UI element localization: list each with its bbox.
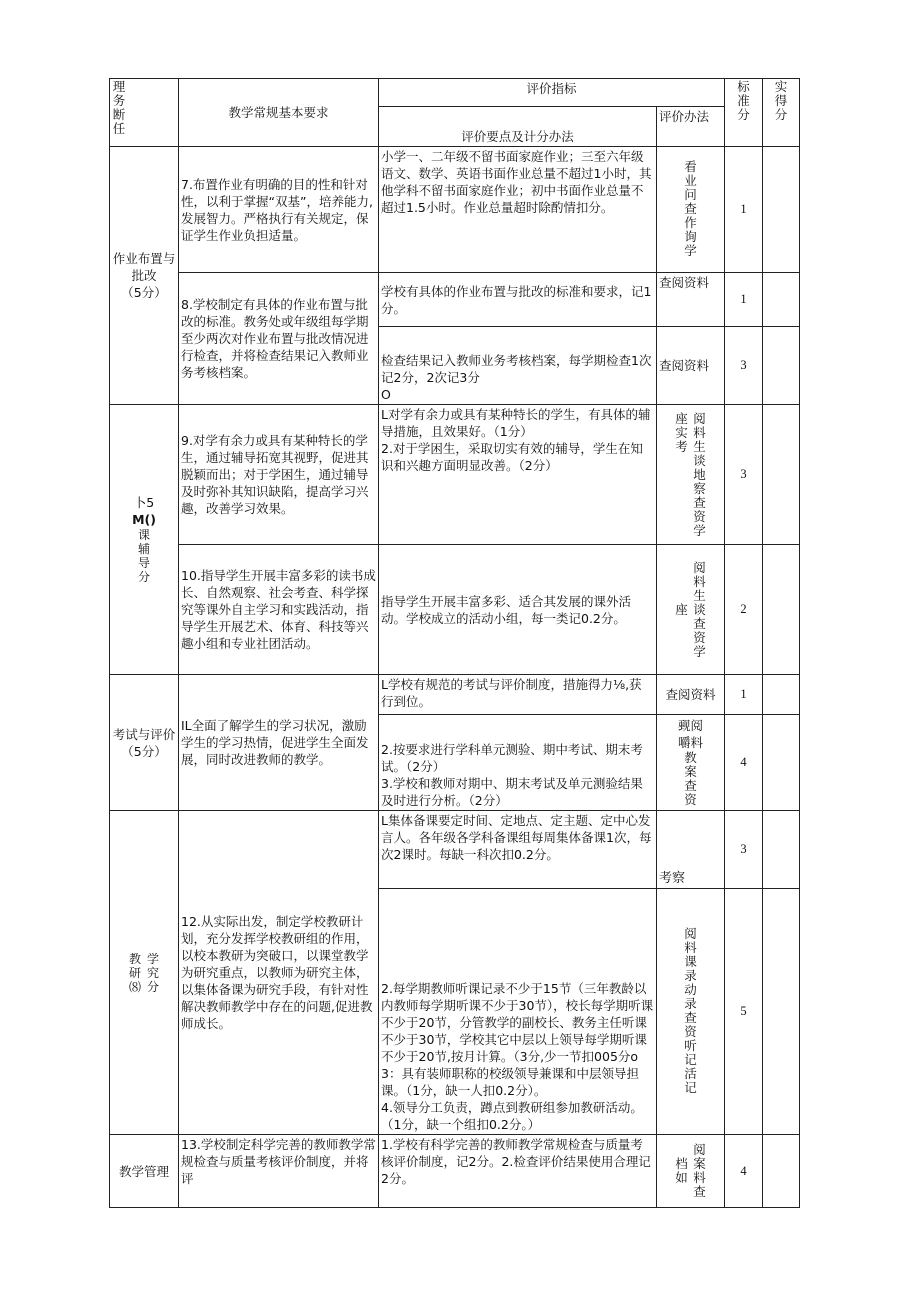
actual-12b[interactable]: [763, 889, 800, 1135]
points-8a: 学校有具体的作业布置与批改的标准和要求，记1分。: [379, 273, 657, 327]
header-category: 理务断任: [110, 79, 179, 147]
method-10: 座 阅料生谈查资学: [657, 545, 725, 675]
points-7: 小学一、二年级不留书面家庭作业；三至六年级语文、数学、英语书面作业总量不超过1小时，其他学科不留书面家庭作业；初中书面作业总量不超过1.5小时。作业总量超时除酌情扣分。: [379, 147, 657, 273]
requirement-9: 9.对学有余力或具有某种特长的学生，通过辅导拓宽其视野，促进其脱颖而出；对于学困生，通过辅导及时弥补其知识缺陷，提高学习兴趣，改善学习效果。: [179, 405, 379, 545]
header-indicator: 评价指标: [379, 79, 725, 107]
requirement-10: 10.指导学生开展丰富多彩的读书成长、自然观察、社会考查、科学探究等课外自主学习和实践活动，指导学生开展艺术、体育、科技等兴趣小组和专业社团活动。: [179, 545, 379, 675]
requirement-12: 12.从实际出发，制定学校教研计划，充分发挥学校教研组的作用，以校本教研为突破口，以课堂教学为研究重点，以教师为研究主体，以集体备课为研究手段，有针对性解决教师教学中存在的问题,促进教师成长。: [179, 811, 379, 1135]
requirement-8: 8.学校制定有具体的作业布置与批改的标准。教务处或年级组每学期至少两次对作业布置与批改情况进行检查，并将检查结果记入教师业务考核档案。: [179, 273, 379, 405]
actual-7[interactable]: [763, 147, 800, 273]
standard-12a: 3: [725, 811, 763, 889]
requirement-7: 7.布置作业有明确的目的性和针对性，以利于掌握“双基”，培养能力,发展智力。严格执行有关规定，保证学生作业负担适量。: [179, 147, 379, 273]
actual-8b[interactable]: [763, 327, 800, 405]
evaluation-table: [109, 78, 800, 1208]
actual-11b[interactable]: [763, 715, 800, 811]
actual-12a[interactable]: [763, 811, 800, 889]
method-12b: 阅料课录动录查资听记活记: [657, 889, 725, 1135]
method-11a: 查阅资料: [657, 675, 725, 715]
points-12b: 2.每学期教师听课记录不少于15节（三年教龄以内教师每学期听课不少于30节），校长每学期听课不少于20节，分管教学的副校长、教务主任听课不少于30节，学校其它中层以上领导每学期听课不少于20节,按月计算。（3分,少一节扣005分o 3：具有装师职称的校级领导兼课和中层领导担课。（1分，缺一人扣0.2分）。 4.领导分工负责，蹲点到教研组参加教研活动。（1分，缺一个组扣0.2分。）: [379, 889, 657, 1135]
header-actual: 实得分: [763, 79, 800, 147]
points-10: 指导学生开展丰富多彩、适合其发展的课外活动。学校成立的活动小组，每一类记0.2分。: [379, 545, 657, 675]
method-13: 档如 阅案料查: [657, 1135, 725, 1208]
standard-11b: 4: [725, 715, 763, 811]
points-11a: L学校有规范的考试与评价制度，措施得力⅛,获行到位。: [379, 675, 657, 715]
category-exam: 考试与评价 （5分）: [110, 675, 179, 811]
category-tutoring: 卜5 M() 课辅导分: [110, 405, 179, 675]
method-12a: 考察: [657, 811, 725, 889]
method-7: 看业问查作询学: [657, 147, 725, 273]
category-homework-name: 作业布置与批改: [112, 251, 176, 283]
points-9: L对学有余力或具有某种特长的学生，有具体的辅导措施，且效果好。（1分） 2.对于学困生，采取切实有效的辅导，学生在知识和兴趣方面明显改善。（2分）: [379, 405, 657, 545]
header-method: 评价办法: [657, 107, 725, 147]
requirement-11: IL全面了解学生的学习状况，激励学生的学习热情，促进学生全面发展，同时改进教师的教学。: [179, 675, 379, 811]
method-11b: 觋阅 嚼料 教案查资: [657, 715, 725, 811]
requirement-13: 13.学校制定科学完善的教师教学常规检查与质量考核评价制度，并将评: [179, 1135, 379, 1208]
header-standard: 标准分: [725, 79, 763, 147]
standard-8b: 3: [725, 327, 763, 405]
actual-10[interactable]: [763, 545, 800, 675]
points-11b: 2.按要求进行学科单元测验、期中考试、期末考试。（2分） 3.学校和教师对期中、期末考试及单元测验结果及时进行分析。（2分）: [379, 715, 657, 811]
points-13: 1.学校有科学完善的教师教学常规检查与质量考核评价制度，记2分。2.检查评价结果使用合理记2分。: [379, 1135, 657, 1208]
category-homework-score: （5分）: [121, 285, 167, 300]
header-points: 评价要点及计分办法: [379, 107, 657, 147]
actual-9[interactable]: [763, 405, 800, 545]
points-8b: 检查结果记入教师业务考核档案，每学期检查1次记2分，2次记3分 O: [379, 327, 657, 405]
category-management: 教学管理: [110, 1135, 179, 1208]
standard-11a: 1: [725, 675, 763, 715]
actual-11a[interactable]: [763, 675, 800, 715]
standard-9: 3: [725, 405, 763, 545]
standard-7: 1: [725, 147, 763, 273]
standard-12b: 5: [725, 889, 763, 1135]
method-9: 座实考 阅料生谈地察查资学: [657, 405, 725, 545]
standard-10: 2: [725, 545, 763, 675]
actual-8a[interactable]: [763, 273, 800, 327]
actual-13[interactable]: [763, 1135, 800, 1208]
category-homework: [110, 147, 179, 405]
standard-13: 4: [725, 1135, 763, 1208]
category-research: 教研⑻ 学究分: [110, 811, 179, 1135]
method-8b: 查阅资料: [657, 327, 725, 405]
header-requirement: 教学常规基本要求: [179, 79, 379, 147]
points-12a: L集体备课要定时间、定地点、定主题、定中心发言人。各年级各学科备课组每周集体备课1次，每次2课时。每缺一科次扣0.2分。: [379, 811, 657, 889]
method-8a: 查阅资料: [657, 273, 725, 327]
standard-8a: 1: [725, 273, 763, 327]
